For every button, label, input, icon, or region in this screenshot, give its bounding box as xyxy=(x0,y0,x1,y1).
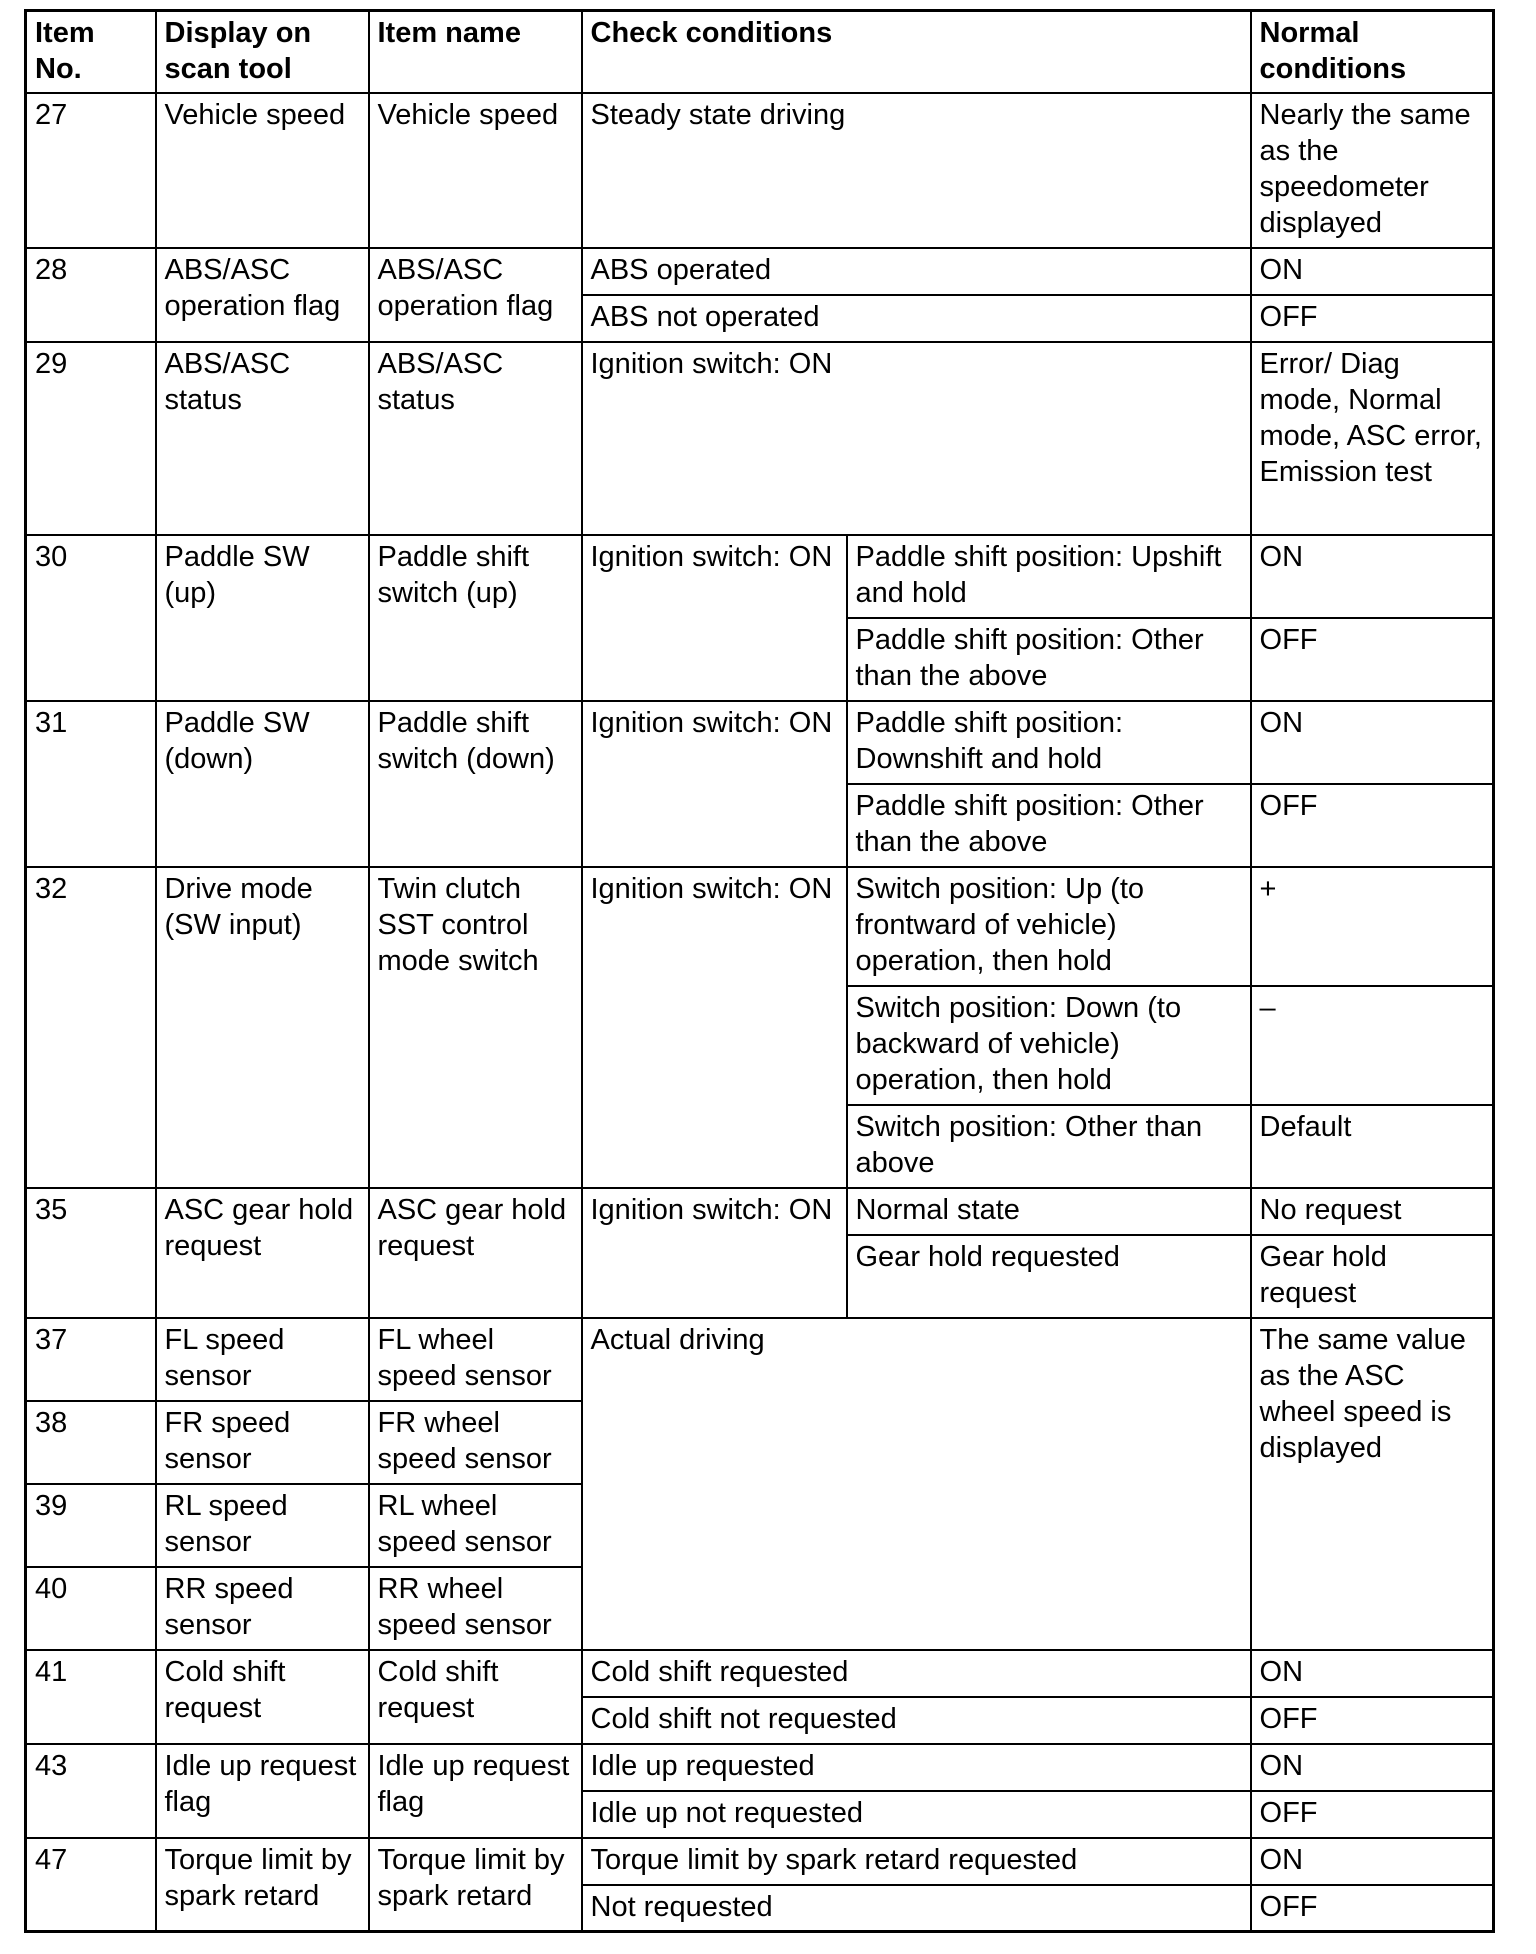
item-name: Paddle shift switch (up) xyxy=(369,535,582,701)
check-condition: Ignition switch: ON xyxy=(582,701,847,867)
item-no: 31 xyxy=(26,701,156,867)
check-condition: Idle up requested xyxy=(582,1744,1251,1791)
display-on-scan-tool: Drive mode (SW input) xyxy=(156,867,369,1188)
check-sub-condition: Switch position: Other than above xyxy=(847,1105,1251,1188)
item-no: 47 xyxy=(26,1838,156,1932)
normal-condition: OFF xyxy=(1251,1885,1494,1932)
check-condition: Ignition switch: ON xyxy=(582,1188,847,1318)
check-sub-condition: Switch position: Up (to frontward of vehicle) operation, then hold xyxy=(847,867,1251,986)
normal-condition: OFF xyxy=(1251,618,1494,701)
check-condition: Cold shift requested xyxy=(582,1650,1251,1697)
table-row xyxy=(26,1838,1494,1885)
header-item-name: Item name xyxy=(369,11,582,93)
check-sub-condition: Normal state xyxy=(847,1188,1251,1235)
check-condition: Actual driving xyxy=(582,1318,1251,1650)
table-row xyxy=(26,1318,1494,1401)
check-condition: ABS not operated xyxy=(582,295,1251,342)
normal-condition: Error/ Diag mode, Normal mode, ASC error, Emission test xyxy=(1251,342,1494,535)
table-row xyxy=(26,1744,1494,1791)
item-no: 39 xyxy=(26,1484,156,1567)
header-item-no: Item No. xyxy=(26,11,156,93)
item-name: Torque limit by spark retard xyxy=(369,1838,582,1932)
item-no: 28 xyxy=(26,248,156,342)
normal-condition: ON xyxy=(1251,701,1494,784)
display-on-scan-tool: RR speed sensor xyxy=(156,1567,369,1650)
display-on-scan-tool: Idle up request flag xyxy=(156,1744,369,1838)
item-no: 40 xyxy=(26,1567,156,1650)
normal-condition: ON xyxy=(1251,1650,1494,1697)
item-no: 30 xyxy=(26,535,156,701)
check-sub-condition: Switch position: Down (to backward of vehicle) operation, then hold xyxy=(847,986,1251,1105)
normal-condition: ON xyxy=(1251,535,1494,618)
table-row xyxy=(26,342,1494,535)
normal-condition: + xyxy=(1251,867,1494,986)
normal-condition: – xyxy=(1251,986,1494,1105)
header-row xyxy=(26,11,1494,93)
normal-condition: OFF xyxy=(1251,784,1494,867)
check-condition: ABS operated xyxy=(582,248,1251,295)
display-on-scan-tool: FR speed sensor xyxy=(156,1401,369,1484)
display-on-scan-tool: Paddle SW (up) xyxy=(156,535,369,701)
item-no: 29 xyxy=(26,342,156,535)
item-name: Idle up request flag xyxy=(369,1744,582,1838)
check-sub-condition: Paddle shift position: Other than the above xyxy=(847,784,1251,867)
normal-condition: Nearly the same as the speedometer displayed xyxy=(1251,93,1494,248)
normal-condition: Gear hold request xyxy=(1251,1235,1494,1318)
normal-condition: ON xyxy=(1251,1838,1494,1885)
display-on-scan-tool: Paddle SW (down) xyxy=(156,701,369,867)
item-name: Vehicle speed xyxy=(369,93,582,248)
check-sub-condition: Paddle shift position: Downshift and hold xyxy=(847,701,1251,784)
header-normal-conditions: Normal conditions xyxy=(1251,11,1494,93)
normal-condition: ON xyxy=(1251,248,1494,295)
check-condition: Steady state driving xyxy=(582,93,1251,248)
item-no: 38 xyxy=(26,1401,156,1484)
item-name: FR wheel speed sensor xyxy=(369,1401,582,1484)
header-check-conditions: Check conditions xyxy=(582,11,1251,93)
item-name: Cold shift request xyxy=(369,1650,582,1744)
item-name: ABS/ASC operation flag xyxy=(369,248,582,342)
display-on-scan-tool: FL speed sensor xyxy=(156,1318,369,1401)
table-row xyxy=(26,93,1494,248)
item-no: 27 xyxy=(26,93,156,248)
item-name: FL wheel speed sensor xyxy=(369,1318,582,1401)
display-on-scan-tool: ASC gear hold request xyxy=(156,1188,369,1318)
table-row xyxy=(26,248,1494,295)
normal-condition: ON xyxy=(1251,1744,1494,1791)
item-no: 35 xyxy=(26,1188,156,1318)
item-no: 37 xyxy=(26,1318,156,1401)
item-name: RR wheel speed sensor xyxy=(369,1567,582,1650)
item-no: 43 xyxy=(26,1744,156,1838)
check-sub-condition: Paddle shift position: Upshift and hold xyxy=(847,535,1251,618)
display-on-scan-tool: RL speed sensor xyxy=(156,1484,369,1567)
check-condition: Torque limit by spark retard requested xyxy=(582,1838,1251,1885)
table-row xyxy=(26,1188,1494,1235)
check-condition: Cold shift not requested xyxy=(582,1697,1251,1744)
table-row xyxy=(26,535,1494,618)
item-name: Paddle shift switch (down) xyxy=(369,701,582,867)
diagnostic-spec-table xyxy=(24,9,1495,1933)
item-name: ASC gear hold request xyxy=(369,1188,582,1318)
check-condition: Not requested xyxy=(582,1885,1251,1932)
check-condition: Ignition switch: ON xyxy=(582,535,847,701)
display-on-scan-tool: Cold shift request xyxy=(156,1650,369,1744)
normal-condition: No request xyxy=(1251,1188,1494,1235)
normal-condition: OFF xyxy=(1251,1697,1494,1744)
check-condition: Idle up not requested xyxy=(582,1791,1251,1838)
item-name: ABS/ASC status xyxy=(369,342,582,535)
normal-condition: OFF xyxy=(1251,295,1494,342)
check-condition: Ignition switch: ON xyxy=(582,867,847,1188)
item-no: 41 xyxy=(26,1650,156,1744)
check-sub-condition: Paddle shift position: Other than the above xyxy=(847,618,1251,701)
item-name: RL wheel speed sensor xyxy=(369,1484,582,1567)
header-display: Display on scan tool xyxy=(156,11,369,93)
check-sub-condition: Gear hold requested xyxy=(847,1235,1251,1318)
normal-condition: Default xyxy=(1251,1105,1494,1188)
normal-condition: The same value as the ASC wheel speed is displayed xyxy=(1251,1318,1494,1650)
table-row xyxy=(26,701,1494,784)
item-no: 32 xyxy=(26,867,156,1188)
normal-condition: OFF xyxy=(1251,1791,1494,1838)
table-row xyxy=(26,1650,1494,1697)
display-on-scan-tool: Torque limit by spark retard xyxy=(156,1838,369,1932)
item-name: Twin clutch SST control mode switch xyxy=(369,867,582,1188)
display-on-scan-tool: ABS/ASC status xyxy=(156,342,369,535)
display-on-scan-tool: ABS/ASC operation flag xyxy=(156,248,369,342)
table-row xyxy=(26,867,1494,986)
check-condition: Ignition switch: ON xyxy=(582,342,1251,535)
display-on-scan-tool: Vehicle speed xyxy=(156,93,369,248)
